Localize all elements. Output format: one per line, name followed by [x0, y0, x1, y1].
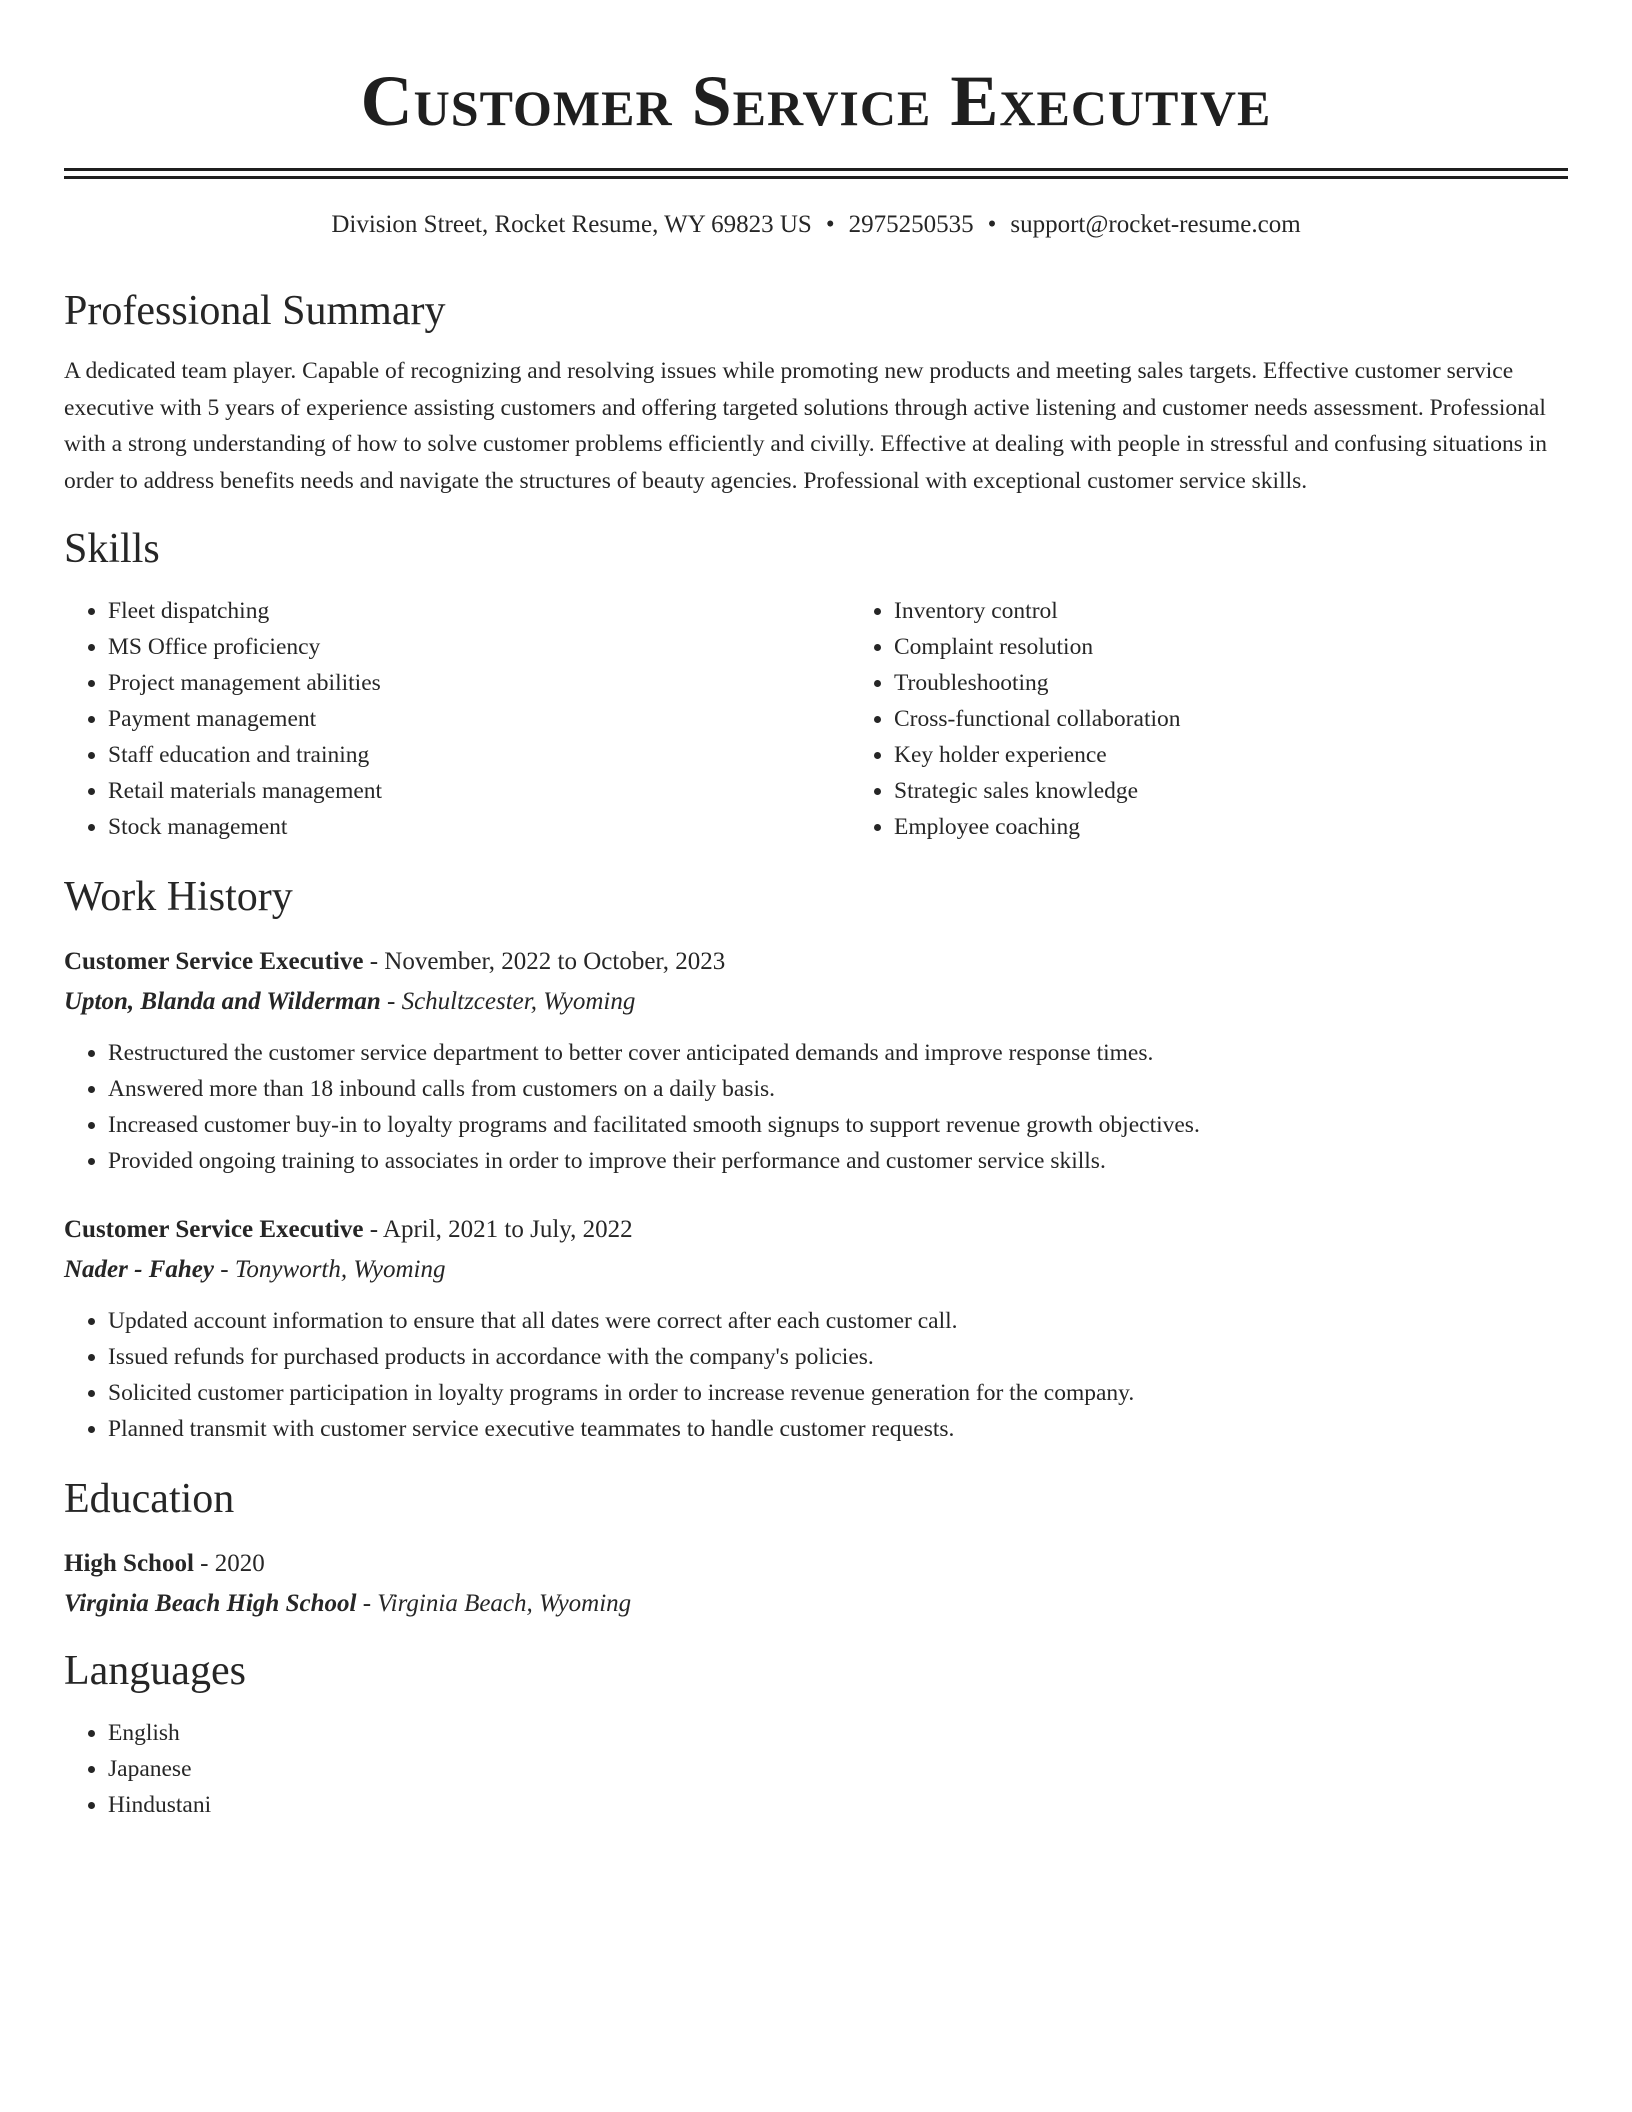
skill-item: • Stock management: [108, 809, 850, 845]
skill-item: • Fleet dispatching: [108, 593, 850, 629]
contact-separator: •: [825, 211, 835, 238]
job-location: Schultzcester, Wyoming: [401, 988, 636, 1015]
education-school: Virginia Beach High School: [64, 1590, 357, 1617]
education-heading: Education: [64, 1476, 235, 1522]
languages-list: [64, 1715, 1568, 1823]
job-dates: November, 2022 to October, 2023: [384, 948, 726, 975]
contact-separator: •: [987, 211, 997, 238]
education-dash: -: [193, 1550, 215, 1577]
job-dash: -: [363, 948, 385, 975]
job-title-line: [64, 945, 1568, 979]
work-history-heading: Work History: [64, 874, 293, 920]
skill-item: • MS Office proficiency: [108, 629, 850, 665]
contact-phone: 2975250535: [848, 211, 974, 238]
summary-heading: Professional Summary: [64, 288, 446, 334]
job-company: Upton, Blanda and Wilderman: [64, 988, 381, 1015]
skills-list-right: [850, 593, 1632, 845]
job-bullet: • Restructured the customer service department to better cover anticipated demands and improve response times.: [108, 1035, 1568, 1071]
contact-line: [64, 209, 1568, 241]
job-company: Nader - Fahey: [64, 1256, 214, 1283]
job-dash: -: [380, 988, 402, 1015]
job-bullet: • Provided ongoing training to associates in order to improve their performance and customer service skills.: [108, 1143, 1568, 1179]
skill-item: • Strategic sales knowledge: [894, 773, 1632, 809]
skill-item: • Payment management: [108, 701, 850, 737]
skills-heading: Skills: [64, 526, 160, 572]
job-bullet: • Planned transmit with customer service executive teammates to handle customer requests.: [108, 1411, 1568, 1447]
skill-item: • Key holder experience: [894, 737, 1632, 773]
skill-item: • Troubleshooting: [894, 665, 1632, 701]
education-degree: High School: [64, 1550, 194, 1577]
skills-columns: [64, 593, 1568, 845]
language-item: • Japanese: [108, 1751, 1568, 1787]
job-bullet-list: [64, 1303, 1568, 1447]
job-bullet: • Issued refunds for purchased products in accordance with the company's policies.: [108, 1339, 1568, 1375]
summary-text: A dedicated team player. Capable of recognizing and resolving issues while promoting new products and meeting sales targets. Effective customer service executive with 5 years of experience assisting customers and offering targeted solutions through active listening and customer needs assessment. Professional with a strong understanding of how to solve customer problems efficiently and civilly. Effective at dealing with people in stressful and confusing situations in order to address benefits needs and navigate the structures of beauty agencies. Professional with exceptional customer service skills.: [64, 358, 1548, 494]
job-bullet: • Solicited customer participation in loyalty programs in order to increase revenue generation for the company.: [108, 1375, 1568, 1411]
education-school-line: [64, 1587, 1568, 1621]
skill-item: • Project management abilities: [108, 665, 850, 701]
job-bullet-list: [64, 1035, 1568, 1179]
skill-item: • Employee coaching: [894, 809, 1632, 845]
skill-item: • Retail materials management: [108, 773, 850, 809]
job-location: Tonyworth, Wyoming: [234, 1256, 446, 1283]
job-entry: [64, 945, 1568, 1179]
skill-item: • Staff education and training: [108, 737, 850, 773]
job-dates: April, 2021 to July, 2022: [382, 1216, 633, 1243]
skill-item: • Inventory control: [894, 593, 1632, 629]
skill-item: • Complaint resolution: [894, 629, 1632, 665]
job-dash: -: [213, 1256, 235, 1283]
education-degree-line: [64, 1547, 1568, 1581]
education-location: Virginia Beach, Wyoming: [377, 1590, 632, 1617]
job-title-line: [64, 1213, 1568, 1247]
skills-list-left: [64, 593, 850, 845]
language-item: • English: [108, 1715, 1568, 1751]
job-dash: -: [363, 1216, 383, 1243]
job-company-line: [64, 985, 1568, 1019]
education-dash: -: [356, 1590, 378, 1617]
job-role: Customer Service Executive: [64, 948, 364, 975]
resume-name: Customer Service Executive: [360, 61, 1272, 141]
languages-heading: Languages: [64, 1648, 246, 1694]
contact-address: Division Street, Rocket Resume, WY 69823 US: [331, 211, 812, 238]
skill-item: • Cross-functional collaboration: [894, 701, 1632, 737]
language-item: • Hindustani: [108, 1787, 1568, 1823]
job-entry: [64, 1213, 1568, 1447]
job-bullet: • Increased customer buy-in to loyalty programs and facilitated smooth signups to support revenue growth objectives.: [108, 1107, 1568, 1143]
job-bullet: • Answered more than 18 inbound calls from customers on a daily basis.: [108, 1071, 1568, 1107]
education-year: 2020: [214, 1550, 265, 1577]
job-role: Customer Service Executive: [64, 1216, 364, 1243]
job-company-line: [64, 1253, 1568, 1287]
contact-email[interactable]: support@rocket-resume.com: [1010, 211, 1301, 238]
header-double-rule: [64, 168, 1568, 179]
job-bullet: • Updated account information to ensure that all dates were correct after each customer call.: [108, 1303, 1568, 1339]
